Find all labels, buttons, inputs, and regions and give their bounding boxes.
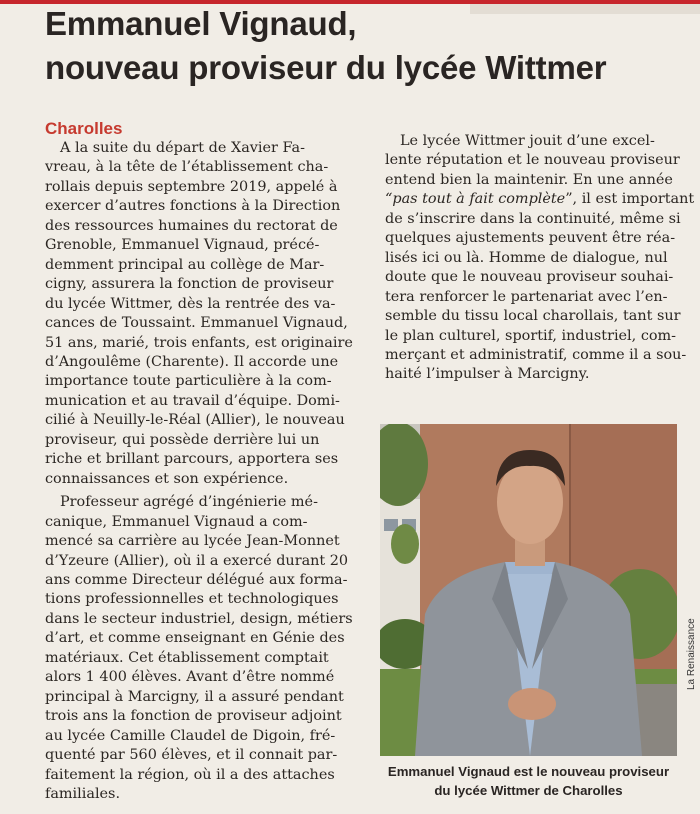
left-column xyxy=(45,119,375,804)
text-line: 51 ans, marié, trois enfants, est originaire xyxy=(45,334,353,351)
text-line: cigny, assurera la fonction de proviseur xyxy=(45,276,334,293)
text-line: vreau, à la tête de l’établissement cha- xyxy=(45,159,329,176)
text-line: Grenoble, Emmanuel Vignaud, précé- xyxy=(45,237,320,254)
text-line: Professeur agrégé d’ingénierie mé- xyxy=(60,494,318,511)
headline-line-2: nouveau proviseur du lycée Wittmer xyxy=(45,49,607,86)
text-line: faitement la région, où il a des attaches xyxy=(45,766,335,783)
text-line: trois ans la fonction de proviseur adjoint xyxy=(45,708,342,725)
text-line: haité l’impulser à Marcigny. xyxy=(385,366,590,383)
text-line: d’Angoulême (Charente). Il accorde une xyxy=(45,353,339,370)
text-line xyxy=(385,190,695,209)
portrait-photo xyxy=(380,424,677,756)
text-line: principal à Marcigny, il a assuré pendant xyxy=(45,688,344,705)
text-line: exercer d’autres fonctions à la Direction xyxy=(45,198,341,215)
text-line: merçant et administratif, comme il a sou- xyxy=(385,346,687,363)
text-line: alors 1 400 élèves. Avant d’être nommé xyxy=(45,669,335,686)
caption-line-1: Emmanuel Vignaud est le nouveau proviseur xyxy=(387,764,670,779)
quoted-phrase: “pas tout à fait complète xyxy=(385,191,566,208)
text-line: doute que le nouveau proviseur souhai- xyxy=(385,269,674,286)
dateline: Charolles xyxy=(45,119,123,138)
text-line: matériaux. Cet établissement comptait xyxy=(45,649,329,666)
text-line: riche et brillant parcours, apportera ses xyxy=(45,451,339,468)
text-line: importance toute particulière à la com- xyxy=(45,373,332,390)
text-line: ans comme Directeur délégué aux forma- xyxy=(45,571,348,588)
text-line: lente réputation et le nouveau proviseur xyxy=(385,152,680,169)
text-line: cances de Toussaint. Emmanuel Vignaud, xyxy=(45,315,348,332)
right-column xyxy=(385,132,695,385)
text-fragment: ”, il est important xyxy=(565,191,695,208)
text-line: le plan culturel, sportif, industriel, com- xyxy=(385,327,677,344)
text-line: au lycée Camille Claudel de Digoin, fré- xyxy=(45,727,336,744)
caption-line-2: du lycée Wittmer de Charolles xyxy=(434,783,623,798)
text-line: rollais depuis septembre 2019, appelé à xyxy=(45,178,338,195)
text-line: tera renforcer le partenariat avec l’en- xyxy=(385,288,668,305)
text-line: semble du tissu local charollais, tant sur xyxy=(385,308,681,325)
photo-credit: La Renaissance xyxy=(686,618,697,690)
text-line: de s’inscrire dans la continuité, même si xyxy=(385,210,681,227)
text-line: cilié à Neuilly-le-Réal (Allier), le nouveau xyxy=(45,412,345,429)
text-line: entend bien la maintenir. En une année xyxy=(385,171,673,188)
text-line: tions professionnelles et technologiques xyxy=(45,591,339,608)
photo-illustration xyxy=(380,424,677,756)
text-line: lisés ici ou là. Homme de dialogue, nul xyxy=(385,249,668,266)
text-line: d’Yzeure (Allier), où il a exercé durant 20 xyxy=(45,552,349,569)
text-line: familiales. xyxy=(45,785,121,802)
photo-caption xyxy=(380,762,677,800)
text-line: d’art, et comme enseignant en Génie des xyxy=(45,630,345,647)
text-line: quelques ajustements peuvent être réa- xyxy=(385,230,676,247)
text-line: proviseur, qui possède derrière lui un xyxy=(45,431,320,448)
text-line: connaissances et son expérience. xyxy=(45,470,289,487)
text-line: A la suite du départ de Xavier Fa- xyxy=(60,140,305,156)
text-line: dans le secteur industriel, design, métiers xyxy=(45,610,353,627)
headline-line-1: Emmanuel Vignaud, xyxy=(45,5,357,42)
text-line: mencé sa carrière au lycée Jean-Monnet xyxy=(45,533,340,550)
text-line: canique, Emmanuel Vignaud a com- xyxy=(45,513,308,530)
text-line: munication et au travail d’équipe. Domi- xyxy=(45,392,340,409)
text-line: Le lycée Wittmer jouit d’une excel- xyxy=(400,133,655,149)
text-line: du lycée Wittmer, dès la rentrée des va- xyxy=(45,295,336,312)
text-line: demment principal au collège de Mar- xyxy=(45,256,325,273)
text-line: quenté par 560 élèves, et il connait par- xyxy=(45,747,338,764)
text-line: des ressources humaines du rectorat de xyxy=(45,217,338,234)
headline xyxy=(45,2,685,90)
